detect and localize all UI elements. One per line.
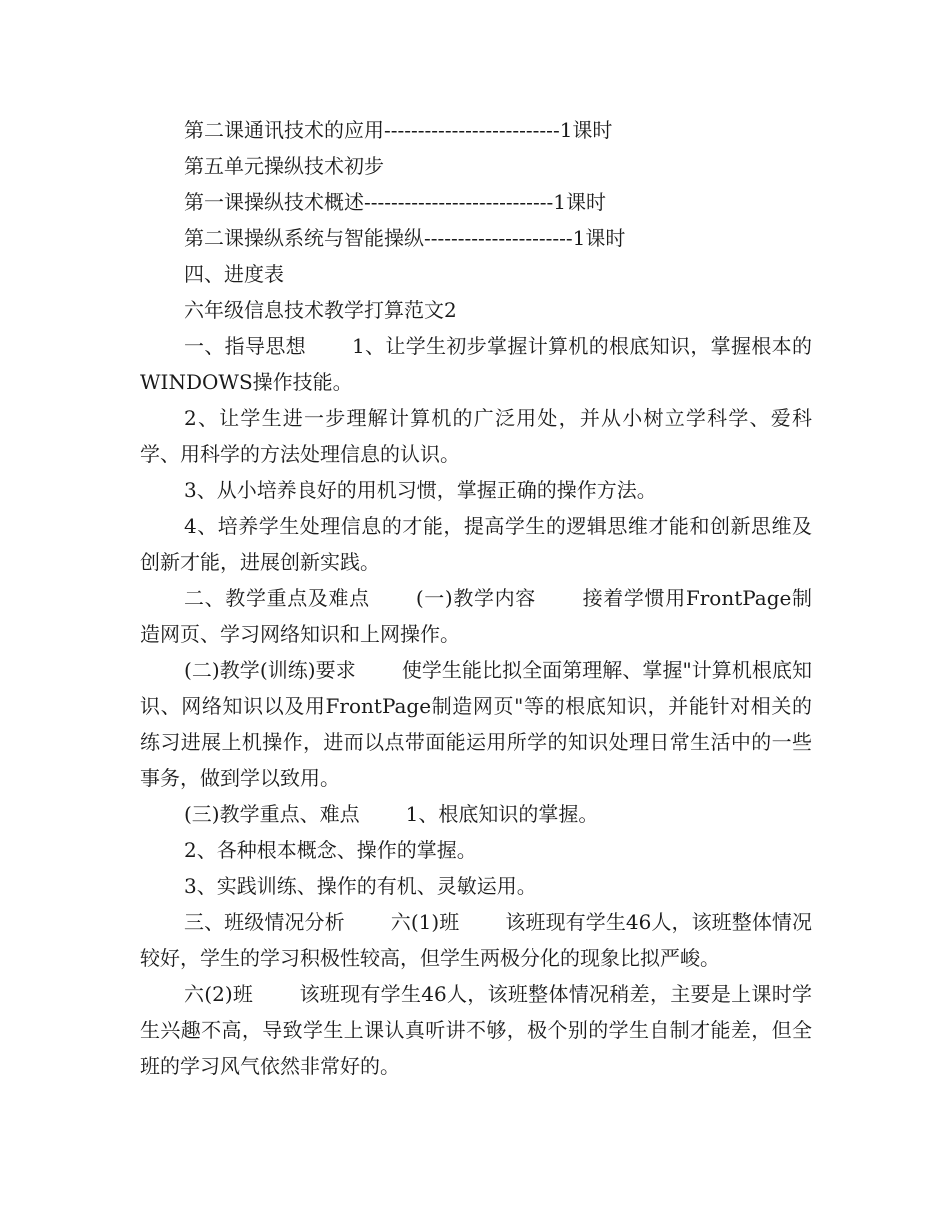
requirements-heading: (二)教学(训练)要求 — [184, 658, 356, 682]
teaching-content-text: 接着学惯用FrontPage制造网页、学习网络知识和上网操作。 — [140, 586, 813, 646]
class-6-1-label: 六(1)班 — [390, 910, 460, 934]
paragraph-class-6-2 — [140, 976, 812, 1084]
section4-heading: 四、进度表 — [184, 262, 284, 286]
paragraph-difficulties-point2: 2、各种根本概念、操作的掌握。 — [184, 838, 477, 862]
guiding-idea-point1: 1、让学生初步掌握计算机的根底知识，掌握根本的WINDOWS操作技能。 — [140, 334, 813, 394]
paragraph-point4: 4、培养学生处理信息的才能，提高学生的逻辑思维才能和创新思维及创新才能，进展创新实践。 — [140, 514, 812, 574]
unit5-heading: 第五单元操纵技术初步 — [184, 154, 384, 178]
paragraph-key-points — [140, 580, 812, 652]
class-analysis-heading: 三、班级情况分析 — [184, 910, 345, 934]
paragraph-point3: 3、从小培养良好的用机习惯，掌握正确的操作方法。 — [184, 478, 657, 502]
paragraph-class-analysis — [140, 904, 812, 976]
toc-line-lesson1-control: 第一课操纵技术概述----------------------------1课时 — [184, 190, 606, 214]
key-points-heading: 二、教学重点及难点 — [184, 586, 370, 610]
sample-title: 六年级信息技术教学打算范文2 — [184, 298, 457, 322]
paragraph-point2: 2、让学生进一步理解计算机的广泛用处，并从小树立学科学、爱科学、用科学的方法处理信息的认识。 — [140, 406, 812, 466]
paragraph-difficulties — [140, 796, 812, 832]
difficulties-point1: 1、根底知识的掌握。 — [405, 802, 599, 826]
class-6-1-text: 该班现有学生46人，该班整体情况较好，学生的学习积极性较高，但学生两极分化的现象比拟严峻。 — [140, 910, 813, 970]
toc-line-lesson2-control: 第二课操纵系统与智能操纵----------------------1课时 — [184, 226, 626, 250]
class-6-2-label: 六(2)班 — [184, 982, 254, 1006]
document-body — [140, 112, 812, 1084]
teaching-content-heading: (一)教学内容 — [415, 586, 536, 610]
paragraph-difficulties-point3: 3、实践训练、操作的有机、灵敏运用。 — [184, 874, 537, 898]
requirements-text: 使学生能比拟全面第理解、掌握"计算机根底知识、网络知识以及用FrontPage制造网页"等的根底知识，并能针对相关的练习进展上机操作，进而以点带面能运用所学的知识处理日常生活中的一些事务，做到学以致用。 — [140, 658, 813, 790]
guiding-idea-heading: 一、指导思想 — [184, 334, 306, 358]
toc-line-lesson2-communication: 第二课通讯技术的应用--------------------------1课时 — [184, 118, 613, 142]
paragraph-requirements — [140, 652, 812, 796]
difficulties-heading: (三)教学重点、难点 — [184, 802, 360, 826]
paragraph-guiding-idea — [140, 328, 812, 400]
class-6-2-text: 该班现有学生46人，该班整体情况稍差，主要是上课时学生兴趣不高，导致学生上课认真听讲不够，极个别的学生自制才能差，但全班的学习风气依然非常好的。 — [140, 982, 812, 1078]
